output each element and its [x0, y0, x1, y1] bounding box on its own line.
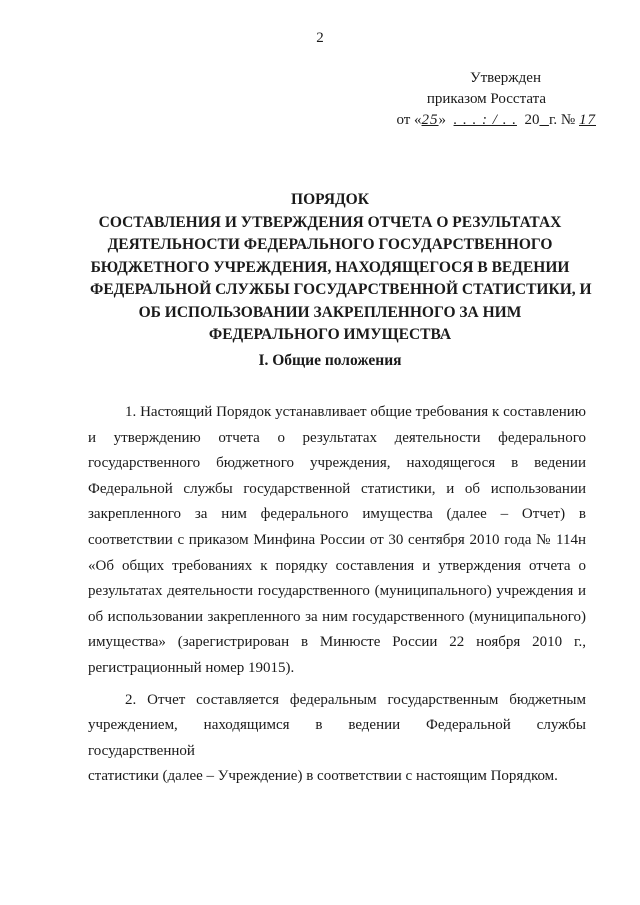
paragraph-1 — [88, 400, 586, 682]
approval-year — [539, 112, 549, 128]
paragraph-line: Федеральной службы государственной статистики, и об использовании — [88, 480, 586, 497]
paragraph-line: об использовании закрепленного за ним государственного (муниципального) — [88, 608, 586, 625]
title-line: ФЕДЕРАЛЬНОГО ИМУЩЕСТВА — [208, 326, 452, 343]
title-line: БЮДЖЕТНОГО УЧРЕЖДЕНИЯ, НАХОДЯЩЕГОСЯ В ВЕДЕНИИ — [90, 258, 570, 276]
paragraph-line: закрепленного за ним федерального имущества (далее – Отчет) в — [88, 506, 586, 523]
document-title — [90, 189, 592, 347]
approval-number: 17 — [579, 112, 596, 128]
title-line: ПОРЯДОК — [291, 191, 369, 208]
paragraph-line: учреждением, находящимся в ведении Федеральной службы государственной — [88, 717, 586, 759]
paragraph-line: имущества» (зарегистрирован в Минюсте России 22 ноября 2010 г., — [88, 634, 586, 651]
paragraph-line: 1. Настоящий Порядок устанавливает общие требования к составлению — [125, 404, 586, 420]
page-number: 2 — [316, 30, 324, 46]
approval-line-date: от «25» . . . : / . . 20 г. № 17 — [396, 112, 596, 128]
title-line: ОБ ИСПОЛЬЗОВАНИИ ЗАКРЕПЛЕННОГО ЗА НИМ — [138, 303, 522, 321]
section-heading: I. Общие положения — [258, 352, 402, 369]
title-line: СОСТАВЛЕНИЯ И УТВЕРЖДЕНИЯ ОТЧЕТА О РЕЗУЛЬТАТАХ — [98, 213, 562, 231]
paragraph-line: «Об общих требованиях к порядку составления и утверждения отчета о — [88, 557, 586, 574]
approval-line-order: приказом Росстата — [426, 91, 546, 107]
paragraph-line: результатах деятельности государственного (муниципального) учреждения и — [88, 583, 586, 600]
approval-stamp — [326, 68, 596, 131]
paragraph-line: государственного бюджетного учреждения, находящегося в ведении — [88, 455, 586, 472]
approval-day: 25 — [421, 112, 439, 128]
body-text — [88, 400, 586, 796]
paragraph-line: и утверждению отчета о результатах деятельности федерального — [88, 429, 586, 446]
approval-month: . . . : / . . — [453, 112, 517, 128]
paragraph-line: статистики (далее – Учреждение) в соответствии с настоящим Порядком. — [88, 768, 558, 785]
paragraph-line: регистрационный номер 19015). — [88, 659, 295, 676]
paragraph-line: 2. Отчет составляется федеральным государственным бюджетным — [125, 691, 586, 708]
paragraph-2 — [88, 688, 586, 790]
paragraph-line: соответствии с приказом Минфина России от 30 сентября 2010 года № 114н — [88, 531, 586, 548]
approval-line-approved: Утвержден — [469, 70, 541, 86]
title-line: ФЕДЕРАЛЬНОЙ СЛУЖБЫ ГОСУДАРСТВЕННОЙ СТАТИСТИКИ, И — [90, 281, 592, 298]
title-line: ДЕЯТЕЛЬНОСТИ ФЕДЕРАЛЬНОГО ГОСУДАРСТВЕННОГО — [107, 236, 553, 253]
